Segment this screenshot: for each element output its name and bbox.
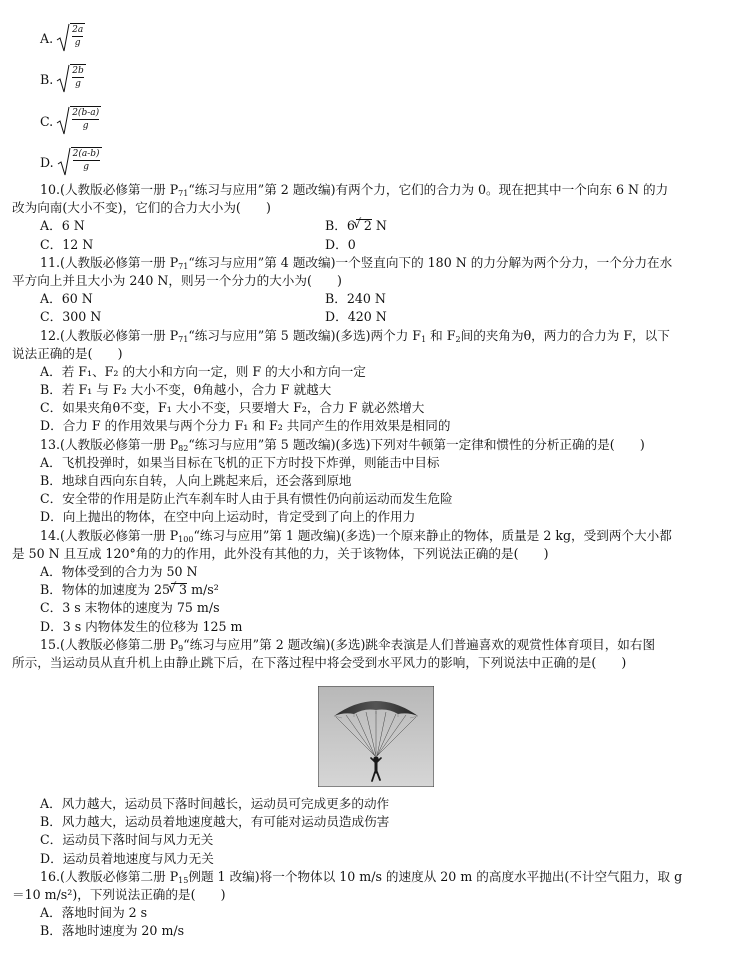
q13-option-b: B．地球自西向东自转，人向上跳起来后，还会落到原地 [40,473,352,488]
radical-sign-icon [56,23,70,53]
q9-option-b [40,64,86,94]
parachute-photo [318,686,434,787]
page-subscript: 71 [178,261,189,271]
q13-stem-text: 13.(人教版必修第一册 P [40,436,179,452]
sqrt: √ 2 [356,219,372,232]
q15-option-b: B．风力越大，运动员着地速度越大，有可能对运动员造成伤害 [40,814,390,830]
radical-fraction [56,23,85,53]
q10-stem-line1 [12,181,712,199]
q11-option-c: C．300 N [40,309,102,325]
radical-fraction [56,106,101,136]
numerator: 2b [72,66,84,76]
q10-option-a: A．6 N [40,218,85,234]
q15-stem-line2: 所示，当运动员从直升机上由静止跳下后，在下落过程中将会受到水平风力的影响，下列说法中正确的是( ) [12,654,627,670]
q13-option-c: C．安全带的作用是防止汽车刹车时人由于具有惯性仍向前运动而发生危险 [40,491,453,507]
fraction [70,64,86,94]
q11-option-d: D．420 N [325,309,387,325]
q11-stem-line1 [12,254,712,272]
denominator: g [72,36,83,49]
fraction [70,23,85,53]
q13-option-a: A．飞机投弹时，如果当目标在飞机的正下方时投下炸弹，则能击中目标 [40,454,440,470]
q10-stem-text-cont: “练习与应用”第 2 题改编)有两个力，它们的合力为 0。现在把其中一个向东 6 N 的力 [188,182,669,197]
page-subscript: 82 [178,443,189,453]
q14-stem-line1 [12,527,712,545]
q15-stem-text: 15.(人教版必修第二册 P [40,636,179,652]
numerator: 2(b-a) [72,108,100,118]
q9-option-a [40,23,85,53]
q14-stem-text-cont: “练习与应用”第 1 题改编)(多选)一个原来静止的物体，质量是 2 kg，受到两个大小都 [193,527,672,543]
fraction [71,147,102,177]
q14-option-a: A．物体受到的合力为 50 N [40,563,198,579]
option-label: B. [40,71,54,87]
page-subscript: 71 [178,334,189,344]
q12-stem-text-cont2: 和 F [430,327,456,343]
q12-stem-text: 12.(人教版必修第一册 P [40,327,179,343]
q11-stem-line2: 平方向上并且大小为 240 N，则另一个分力的大小为( ) [12,272,342,288]
q10-option-d: D．0 [325,236,356,252]
q12-option-a: A．若 F₁、F₂ 的大小和方向一定，则 F 的大小和方向一定 [40,363,366,379]
subscript-1: 1 [421,334,427,344]
q11-options-ab [12,290,712,308]
q11-option-b: B．240 N [325,291,386,307]
q16-option-b: B．落地时速度为 20 m/s [40,923,185,939]
radical-sign-icon [56,106,70,136]
q14-option-c: C．3 s 末物体的速度为 75 m/s [40,600,220,616]
question-body-lower [12,795,712,941]
q16-option-a: A．落地时间为 2 s [40,905,148,921]
radical-sign-icon [56,64,70,94]
radical-sign-icon [57,147,71,177]
parachute-image [318,686,434,787]
q16-stem-line2: ＝10 m/s²)，下列说法正确的是( ) [12,886,226,902]
q15-stem-text-cont: “练习与应用”第 2 题改编)(多选)跳伞表演是人们普遍喜欢的观赏性体育项目，如右图 [183,636,656,652]
q16-stem-text-cont: 例题 1 改编)将一个物体以 10 m/s 的速度从 20 m 的高度水平抛出(不计空气阻力，取 g [188,868,683,884]
q15-option-d: D．运动员着地速度与风力无关 [40,850,214,866]
numerator: 2(a-b) [72,149,100,159]
q10-stem-line2: 改为向南(大小不变)，它们的合力大小为( ) [12,200,271,216]
fraction [70,106,101,136]
q12-stem-line1 [12,327,712,345]
denominator: g [73,160,100,173]
q13-stem-line1 [12,436,712,454]
q13-option-d: D．向上抛出的物体，在空中向上运动时，肯定受到了向上的作用力 [40,509,416,525]
subscript-2: 2 [455,334,461,344]
q13-stem-text-cont: “练习与应用”第 5 题改编)(多选)下列对牛顿第一定律和惯性的分析正确的是( ) [188,436,645,452]
q10-options-ab [12,217,712,235]
q10-option-b [325,217,387,235]
q12-stem-text-cont3: 间的夹角为θ，两力的合力为 F，以下 [460,327,670,343]
numerator: 2a [72,25,84,35]
q11-stem-text: 11.(人教版必修第一册 P [40,254,179,270]
q14-option-b-unit: m/s² [187,582,219,598]
sqrt: √ 3 [171,583,187,596]
denominator: g [72,119,99,132]
option-label: D. [40,154,54,170]
q12-stem-text-cont: “练习与应用”第 5 题改编)(多选)两个力 F [188,327,422,343]
q12-option-b: B．若 F₁ 与 F₂ 大小不变，θ角越小，合力 F 就越大 [40,382,332,398]
q14-stem-line2: 是 50 N 且互成 120°角的力的作用，此外没有其他的力，关于该物体，下列说法正确的是( ) [12,545,549,561]
q15-option-c: C．运动员下落时间与风力无关 [40,832,214,848]
q10-stem-text: 10.(人教版必修第一册 P [40,182,179,197]
option-label: C. [40,113,54,129]
q14-stem-text: 14.(人教版必修第一册 P [40,527,179,543]
q12-stem-line2: 说法正确的是( ) [12,345,123,361]
page-subscript: 9 [178,643,184,653]
q11-stem-text-cont: “练习与应用”第 4 题改编)一个竖直向下的 180 N 的力分解为两个分力，一个分力在水 [188,254,673,270]
q15-stem-line1 [12,636,712,654]
q11-options-cd [12,308,712,326]
denominator: g [72,77,84,90]
q10-option-c: C．12 N [40,236,94,252]
radical-fraction [57,147,102,177]
q11-option-a: A．60 N [40,291,93,307]
q14-option-b [12,581,712,599]
q12-option-c: C．如果夹角θ不变，F₁ 大小不变，只要增大 F₂，合力 F 就必然增大 [40,400,425,416]
q9-option-c [40,106,101,136]
radical-fraction [56,64,86,94]
q14-option-d: D．3 s 内物体发生的位移为 125 m [40,618,243,634]
q15-option-a: A．风力越大，运动员下落时间越长，运动员可完成更多的动作 [40,796,390,811]
q9-option-d [40,147,102,177]
q14-option-b-text: B．物体的加速度为 25 [40,582,171,598]
q10-option-b-unit: N [371,218,387,234]
q16-stem-text: 16.(人教版必修第二册 P [40,868,179,884]
q10-options-cd [12,236,712,254]
page-subscript: 100 [178,534,194,544]
page-subscript: 71 [178,189,189,198]
option-label: A. [40,30,54,46]
q12-option-d: D．合力 F 的作用效果与两个分力 F₁ 和 F₂ 共同产生的作用效果是相同的 [40,418,451,434]
question-body [12,181,712,672]
q16-stem-line1 [12,868,712,886]
q10-option-b-text: B．6 [325,218,355,234]
page-subscript: 15 [178,875,189,885]
